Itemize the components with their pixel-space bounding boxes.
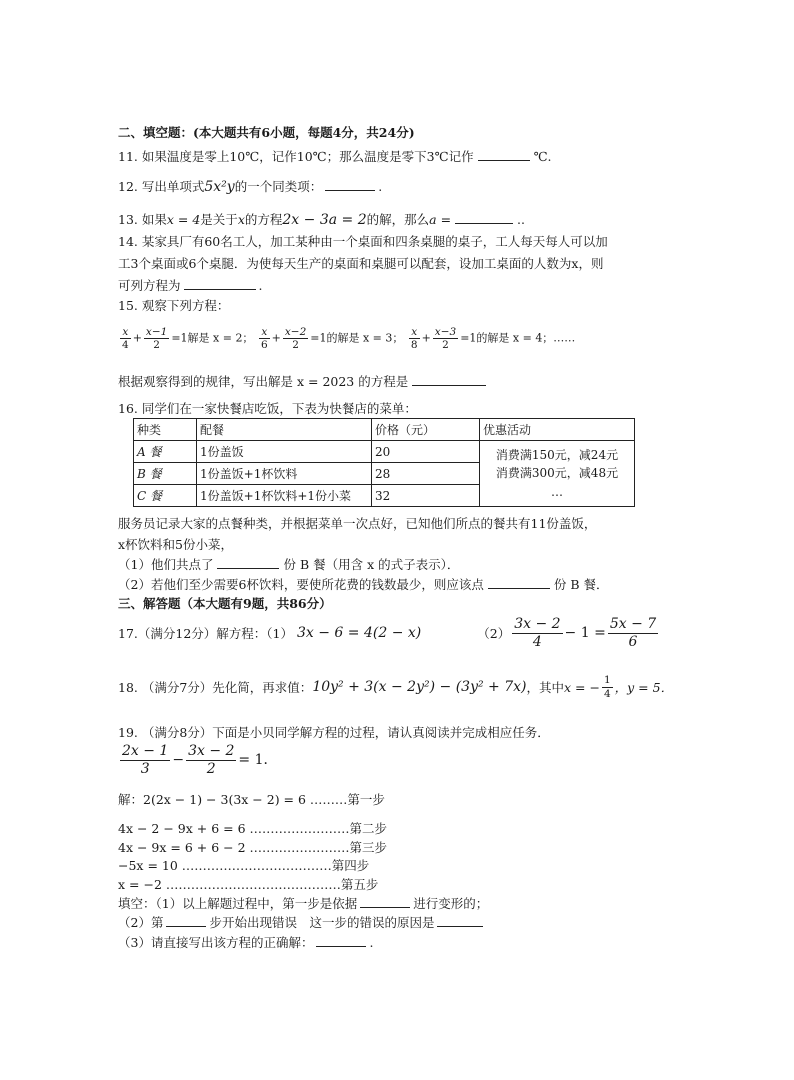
question-16-sub-1-suffix: 份 B 餐（用含 x 的式子表示）． <box>283 556 460 572</box>
question-17-prefix: 17.（满分12分）解方程：（1） <box>118 625 293 641</box>
fraction: $\frac{5x - 7}{6}$ <box>609 616 657 650</box>
fraction: $\frac{2x - 1}{3}$ <box>122 743 169 777</box>
question-15-text: 根据观察得到的规律，写出解是 x = 2023 的方程是 <box>118 373 409 389</box>
fraction: $\frac{x-3}{2}$ <box>434 326 457 352</box>
equation-rhs: = 1． <box>238 751 278 768</box>
section3-heading: 三、解答题（本大题有9题，共86分） <box>118 596 332 611</box>
question-14-end: . <box>258 277 263 293</box>
equation-2-rhs: =1的解是 x = 3； <box>310 331 404 345</box>
question-12-end: . <box>378 178 383 194</box>
equation-1-rhs: =1解是 x = 2； <box>171 331 254 345</box>
question-19-fill-1 <box>118 895 488 911</box>
question-14-line-3 <box>118 277 263 293</box>
question-17-mid: − 1 = <box>564 624 606 641</box>
fill-1-text: 填空：（1）以上解题过程中，第一步是依据 <box>118 895 358 911</box>
question-15-intro: 15. 观察下列方程： <box>118 298 230 313</box>
answer-blank-16-1[interactable] <box>217 556 279 569</box>
question-18-y-value: ，y = 5． <box>614 679 674 695</box>
fraction: $\frac{x}{8}$ <box>410 326 418 352</box>
equation-minus: − <box>172 751 185 768</box>
question-11-text: 11. 如果温度是零上10℃，记作10℃；那么温度是零下3℃记作 <box>118 148 474 164</box>
question-16-sub-1-text: （1）他们共点了 <box>118 556 214 572</box>
answer-blank-19-1[interactable] <box>360 895 410 908</box>
question-13-prefix: 13. 如果 <box>118 211 167 227</box>
question-13 <box>118 211 525 229</box>
question-17-equation-1: 3x − 6 = 4(2 − x) <box>297 624 422 641</box>
question-15-equations: $\frac{x}{4}$ + $\frac{x-1}{2}$ =1解是 x = 2； $\frac{x}{6}$ + $\frac{x-2}{2}$ =1的解是 x = 3； $\frac{x}{8}$ + $\frac{x-3}{2}$ =1的解是 x = 4；…… <box>122 326 576 352</box>
answer-blank-19-3[interactable] <box>437 914 483 927</box>
answer-blank-19-4[interactable] <box>316 934 366 947</box>
question-11 <box>118 148 552 164</box>
fraction: $\frac{x}{6}$ <box>260 326 268 352</box>
table-cell: 1份盖饭+1杯饮料+1份小菜 <box>197 485 372 507</box>
fill-3-end: . <box>369 934 374 950</box>
question-16-intro: 16. 同学们在一家快餐店吃饭，下表为快餐店的菜单： <box>118 401 417 416</box>
solution-step-1: 解：2(2x − 1) − 3(3x − 2) = 6 ………第一步 <box>118 792 385 807</box>
question-16-sub-1 <box>118 556 459 572</box>
question-18-prefix: 18. （满分7分）先化简，再求值： <box>118 679 313 695</box>
solution-step-4: −5x = 10 ………………………………第四步 <box>118 858 370 873</box>
question-12-suffix: 的一个同类项： <box>234 178 323 194</box>
fill-2-suffix: 步开始出现错误 这一步的错误的原因是 <box>209 914 435 930</box>
question-19-equation <box>118 742 278 778</box>
question-16-desc-1: 服务员记录大家的点餐种类，并根据菜单一次点好，已知他们所点的餐共有11份盖饭， <box>118 516 597 531</box>
fraction: $\frac{x-2}{2}$ <box>284 326 307 352</box>
question-12 <box>118 178 382 196</box>
question-13-text-1: 是关于 <box>200 211 238 227</box>
table-cell: 1份盖饭 <box>197 441 372 463</box>
monomial-expression: 5x²y <box>204 178 235 195</box>
question-15-question <box>118 373 486 389</box>
question-14-line-2: 工3个桌面或6个桌腿．为使每天生产的桌面和桌腿可以配套，设加工桌面的人数为x，则 <box>118 256 604 271</box>
question-17 <box>118 614 660 652</box>
fill-2-text: （2）第 <box>118 914 164 930</box>
promotion-line: 消费满300元，减48元 <box>495 466 619 481</box>
promotion-cell <box>480 441 635 507</box>
table-header: 优惠活动 <box>480 419 635 441</box>
question-14-line-3-text: 可列方程为 <box>118 277 181 293</box>
question-13-end: .. <box>517 211 525 227</box>
fraction: $\frac{x-1}{2}$ <box>145 326 168 352</box>
table-header: 价格（元） <box>372 419 480 441</box>
table-cell: A 餐 <box>134 441 197 463</box>
solution-step-5: x = −2 ……………………………………第五步 <box>118 877 379 892</box>
fraction: $\frac{3x - 2}{2}$ <box>188 743 235 777</box>
question-13-text-2: 的方程 <box>244 211 283 227</box>
question-16-sub-2-suffix: 份 B 餐． <box>553 576 609 592</box>
question-13-equation: 2x − 3a = 2 <box>282 211 367 228</box>
question-14-line-1: 14. 某家具厂有60名工人，加工某种由一个桌面和四条桌腿的桌子，工人每天每人可以加 <box>118 234 608 249</box>
question-16-sub-2 <box>118 576 609 592</box>
question-18-x-value: x = − <box>564 679 600 695</box>
question-19-intro: 19. （满分8分）下面是小贝同学解方程的过程，请认真阅读并完成相应任务． <box>118 725 550 740</box>
answer-blank-16-2[interactable] <box>488 576 550 589</box>
answer-blank-14[interactable] <box>184 277 256 290</box>
answer-blank-15[interactable] <box>412 373 486 386</box>
question-12-prefix: 12. 写出单项式 <box>118 178 205 194</box>
question-18-expression: 10y² + 3(x − 2y²) − (3y² + 7x) <box>312 678 527 695</box>
question-13-variable: x <box>237 211 245 227</box>
fraction: $\frac{1}{4}$ <box>603 674 611 700</box>
question-18-mid: ，其中 <box>526 679 564 695</box>
table-header: 种类 <box>134 419 197 441</box>
solution-step-3: 4x − 9x = 6 + 6 − 2 ……………………第三步 <box>118 840 388 855</box>
answer-blank-12[interactable] <box>325 178 375 191</box>
promotion-line: … <box>551 484 563 499</box>
fraction: $\frac{3x - 2}{4}$ <box>514 616 561 650</box>
question-17-part-2: （2） <box>477 625 511 641</box>
solution-step-2: 4x − 2 − 9x + 6 = 6 ……………………第二步 <box>118 821 388 836</box>
answer-blank-13[interactable] <box>455 211 513 224</box>
question-11-unit: ℃. <box>533 148 552 164</box>
question-16-sub-2-text: （2）若他们至少需要6杯饮料，要使所花费的钱数最少，则应该点 <box>118 576 484 592</box>
table-cell: 20 <box>372 441 480 463</box>
question-19-fill-3 <box>118 934 373 950</box>
question-19-fill-2 <box>118 914 483 930</box>
question-13-text-3: 的解，那么 <box>366 211 430 227</box>
table-cell: B 餐 <box>134 463 197 485</box>
table-cell: 32 <box>372 485 480 507</box>
menu-table <box>133 418 635 507</box>
fraction: $\frac{x}{4}$ <box>122 326 129 352</box>
question-13-condition: x = 4 <box>166 211 201 227</box>
equation-3-rhs: =1的解是 x = 4；…… <box>460 331 576 345</box>
promotion-line: 消费满150元，减24元 <box>495 447 619 462</box>
question-18 <box>118 670 673 704</box>
fill-1-suffix: 进行变形的； <box>413 895 489 911</box>
question-16-desc-2: x杯饮料和5份小菜， <box>118 537 234 552</box>
section2-heading: 二、填空题：(本大题共有6小题，每题4分，共24分) <box>118 125 415 140</box>
answer-blank-19-2[interactable] <box>166 914 206 927</box>
table-cell: C 餐 <box>134 485 197 507</box>
table-header: 配餐 <box>197 419 372 441</box>
fill-3-text: （3）请直接写出该方程的正确解： <box>118 934 314 950</box>
table-cell: 1份盖饭+1杯饮料 <box>197 463 372 485</box>
answer-blank-11[interactable] <box>478 148 530 161</box>
table-cell: 28 <box>372 463 480 485</box>
question-13-a-label: a = <box>429 211 452 227</box>
